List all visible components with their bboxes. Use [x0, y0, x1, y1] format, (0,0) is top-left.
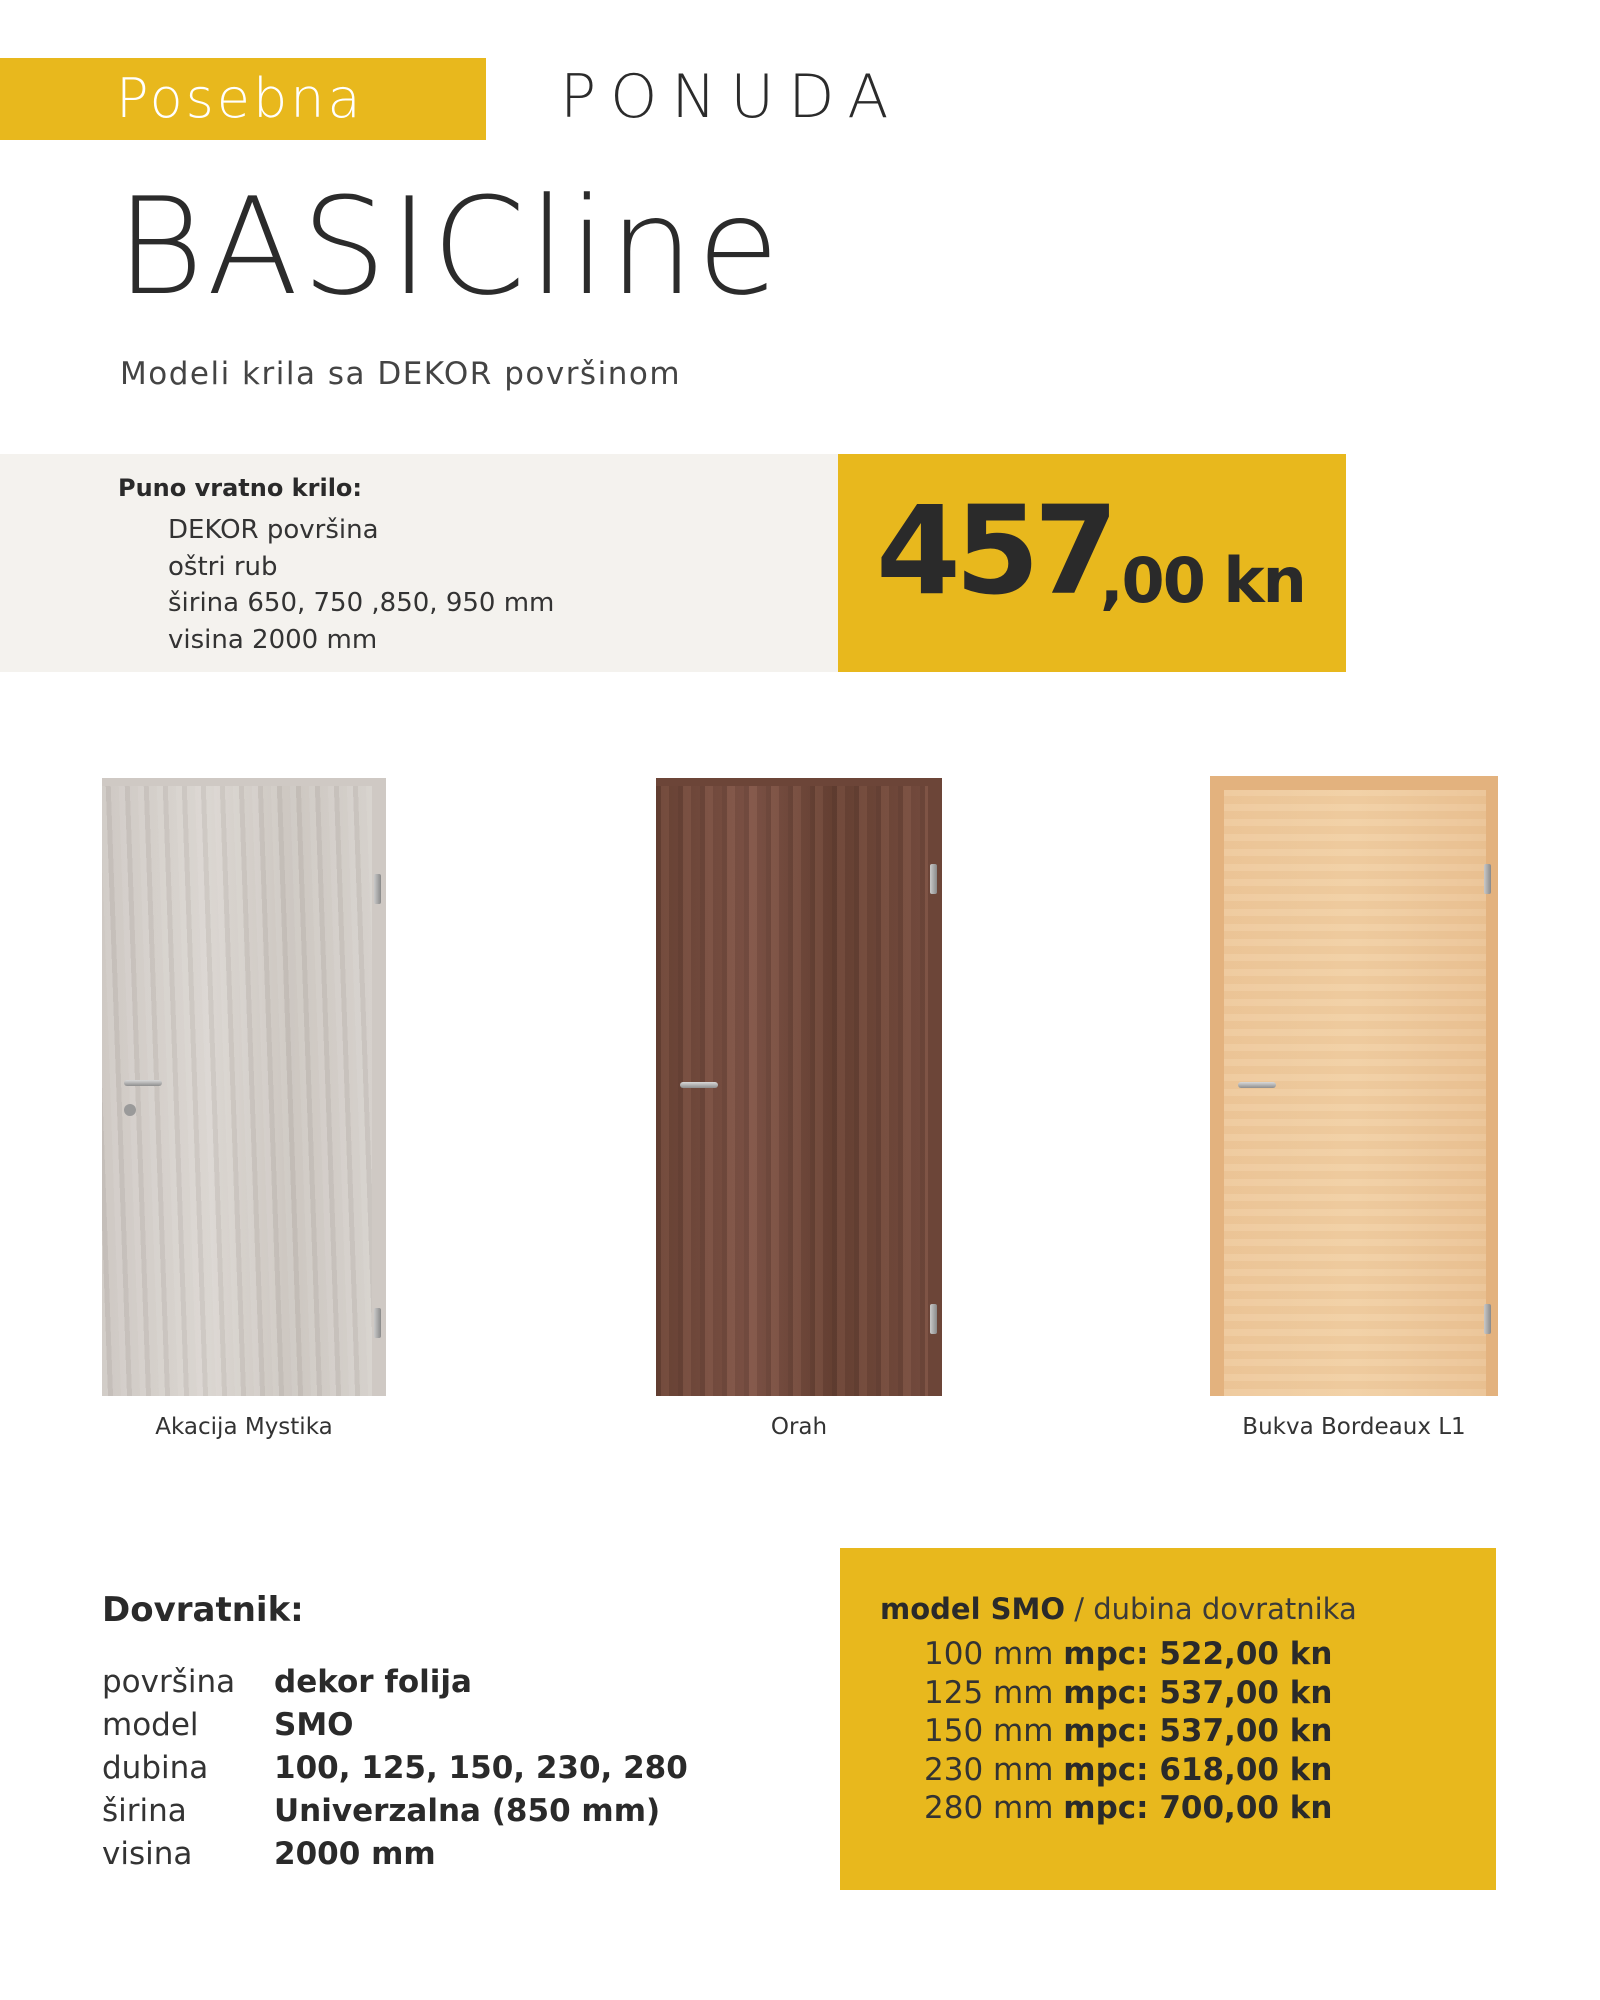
hinge-icon — [1484, 1304, 1491, 1334]
frame-spec-value: 100, 125, 150, 230, 280 — [274, 1750, 688, 1786]
door-image-bukva-bordeaux — [1210, 776, 1498, 1396]
door-caption: Akacija Mystika — [155, 1414, 333, 1440]
door-leaf — [102, 786, 372, 1396]
smo-depth: 230 mm — [924, 1751, 1054, 1788]
door-leaf — [1224, 790, 1486, 1396]
smo-depth: 150 mm — [924, 1713, 1054, 1749]
smo-price-row — [924, 1713, 1332, 1752]
smo-price: mpc: 700,00 kn — [1063, 1790, 1333, 1826]
smo-price-row — [924, 1675, 1332, 1714]
frame-spec-key: visina — [102, 1836, 193, 1872]
smo-price: mpc: 522,00 kn — [1063, 1636, 1333, 1672]
smo-price-row — [924, 1790, 1332, 1829]
spec-item: širina 650, 750 ,850, 950 mm — [168, 588, 555, 618]
spec-item: DEKOR površina — [168, 515, 379, 545]
smo-depth-label: / dubina dovratnika — [1074, 1592, 1357, 1626]
door-handle-icon — [124, 1080, 162, 1086]
frame-spec-key: širina — [102, 1793, 187, 1829]
hinge-icon — [930, 864, 937, 894]
door-image-orah — [656, 778, 942, 1396]
frame-spec-value: Univerzalna (850 mm) — [274, 1793, 661, 1829]
frame-spec-row — [102, 1707, 688, 1750]
frame-spec-table — [102, 1664, 688, 1879]
frame-spec-row — [102, 1836, 688, 1879]
smo-price-list — [924, 1636, 1332, 1829]
frame-spec-value: SMO — [274, 1707, 354, 1743]
smo-model-label: model SMO — [880, 1592, 1066, 1626]
smo-heading — [880, 1592, 1357, 1626]
frame-heading: Dovratnik: — [102, 1590, 304, 1630]
smo-price: mpc: 537,00 kn — [1063, 1674, 1333, 1711]
hinge-icon — [374, 874, 381, 904]
door-caption: Orah — [770, 1414, 828, 1440]
door-leaf — [656, 786, 928, 1396]
door-spec-heading: Puno vratno krilo: — [118, 474, 363, 502]
door-image-akacija-mystika — [102, 778, 386, 1396]
smo-price-row — [924, 1752, 1332, 1791]
brand-subtitle: Modeli krila sa DEKOR površinom — [120, 356, 682, 392]
hinge-icon — [1484, 864, 1491, 894]
door-handle-icon — [1238, 1082, 1276, 1088]
door-spec-list — [168, 512, 554, 658]
hinge-icon — [374, 1308, 381, 1338]
smo-price-row — [924, 1636, 1332, 1675]
frame-spec-key: površina — [102, 1664, 236, 1700]
smo-depth: 125 mm — [924, 1674, 1054, 1711]
frame-spec-value: dekor folija — [274, 1664, 472, 1700]
brand-title: BASICline — [116, 169, 783, 325]
lock-icon — [124, 1104, 136, 1116]
spec-item: oštri rub — [168, 551, 278, 582]
spec-item: visina 2000 mm — [168, 624, 378, 655]
door-caption: Bukva Bordeaux L1 — [1242, 1414, 1466, 1440]
frame-spec-value: 2000 mm — [274, 1836, 436, 1872]
frame-spec-row — [102, 1793, 688, 1836]
smo-depth: 100 mm — [924, 1636, 1054, 1672]
smo-price: mpc: 618,00 kn — [1063, 1751, 1333, 1788]
frame-spec-key: model — [102, 1707, 199, 1743]
header-posebna-band: Posebna — [0, 58, 486, 140]
door-price-main: 457 — [876, 480, 1113, 622]
door-handle-icon — [680, 1082, 718, 1088]
frame-spec-row — [102, 1664, 688, 1707]
frame-spec-row — [102, 1750, 688, 1793]
smo-depth: 280 mm — [924, 1790, 1054, 1826]
smo-price: mpc: 537,00 kn — [1063, 1713, 1333, 1749]
header-ponuda-title: PONUDA — [560, 62, 903, 132]
hinge-icon — [930, 1304, 937, 1334]
frame-spec-key: dubina — [102, 1750, 209, 1786]
door-price-cents: ,00 kn — [1100, 544, 1305, 617]
